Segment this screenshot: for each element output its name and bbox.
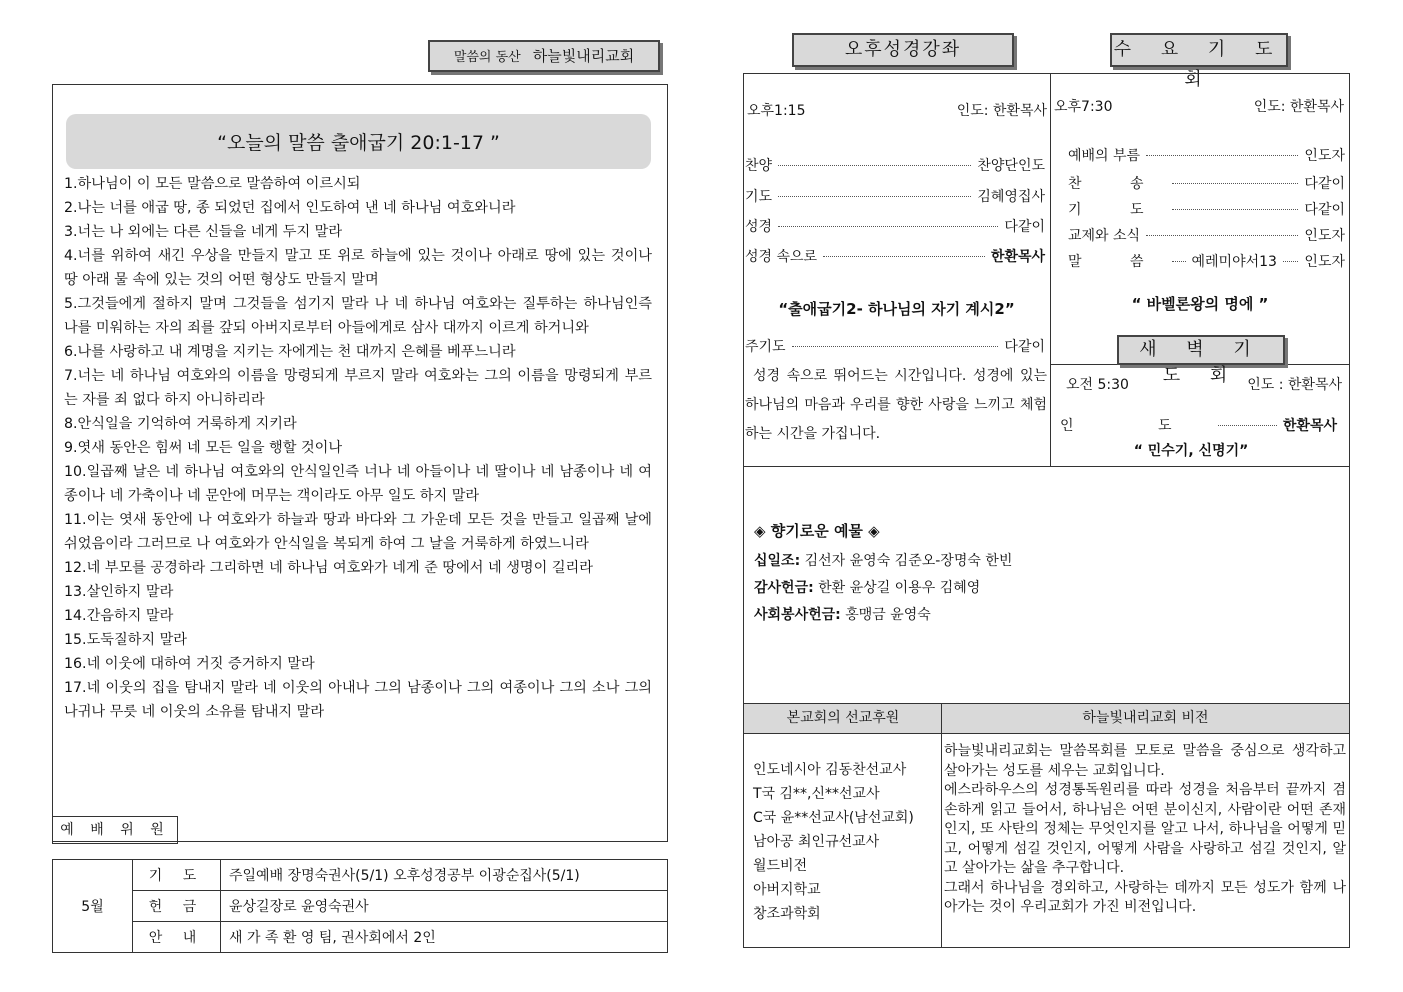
item-value: 다같이 xyxy=(1304,202,1345,218)
offering-names: 한환 윤상길 이용우 김혜영 xyxy=(813,580,981,596)
afternoon-sermon-title: “출애굽기2- 하나님의 자기 계시2” xyxy=(778,300,1015,318)
item-value: 인도자 xyxy=(1304,148,1345,164)
table-row xyxy=(53,891,668,922)
wednesday-time-row xyxy=(1054,96,1344,116)
duty-role: 안 내 xyxy=(133,922,221,953)
verse-item: 16.네 이웃에 대하여 거짓 증거하지 말라 xyxy=(64,656,315,672)
verse-item: 9.엿새 동안은 힘써 네 모든 일을 행할 것이나 xyxy=(64,440,343,456)
offering-names: 김선자 윤영숙 김준오-장명숙 한빈 xyxy=(800,553,1013,569)
item-value: 한환목사 xyxy=(990,249,1045,265)
item-label: 기 도 xyxy=(1068,202,1166,218)
item-label: 교제와 소식 xyxy=(1068,228,1141,244)
verse-item: 13.살인하지 말라 xyxy=(64,584,174,600)
item-mid: 예레미야서13 xyxy=(1191,254,1277,270)
wednesday-prayer-header: 수 요 기 도 회 xyxy=(1110,33,1288,67)
church-name-badge xyxy=(428,40,660,72)
verse-item: 8.안식일을 기억하여 거룩하게 지키라 xyxy=(64,416,297,432)
afternoon-description: 성경 속으로 뛰어드는 시간입니다. 성경에 있는 하나님의 마음과 우리를 향한 사랑을 느끼고 체험하는 시간을 가집니다. xyxy=(745,368,1047,442)
verse-item: 6.나를 사랑하고 내 계명을 지키는 자에게는 천 대까지 은혜를 베푸느니라 xyxy=(64,344,516,360)
wednesday-sermon-title: “ 바벨론왕의 명에 ” xyxy=(1131,295,1269,313)
verse-item: 17.네 이웃의 집을 탐내지 말라 네 이웃의 아내나 그의 남종이나 그의 여종이나 그의 소나 그의 나귀나 무릇 네 이웃의 소유를 탐내지 말라 xyxy=(64,680,652,720)
badge-subtitle: 말씀의 동산 xyxy=(453,50,521,65)
bottom-divider xyxy=(941,703,942,948)
vision-header: 하늘빛내리교회 비전 xyxy=(942,703,1349,734)
afternoon-leader: 인도: 한환목사 xyxy=(956,103,1047,119)
list-item xyxy=(745,246,1045,266)
offering-label: 십일조: xyxy=(754,553,801,569)
item-label: 예배의 부름 xyxy=(1068,148,1141,164)
verse-item: 15.도둑질하지 말라 xyxy=(64,632,188,648)
verse-item: 7.너는 네 하나님 여호와의 이름을 망령되게 부르지 말라 여호와는 그의 이름을 망령되게 부르는 자를 죄 없다 하지 아니하리라 xyxy=(64,368,652,408)
list-item xyxy=(745,186,1045,206)
list-item xyxy=(745,216,1045,236)
list-item xyxy=(754,604,931,624)
mission-list xyxy=(753,758,914,926)
list-item xyxy=(1068,251,1345,271)
list-item: T국 김**,신**선교사 xyxy=(753,786,880,802)
verse-item: 10.일곱째 날은 네 하나님 여호와의 안식일인즉 너나 네 아들이나 네 딸이나 네 남종이나 네 여종이나 네 가축이나 네 문안에 머무는 객이라도 아무 일도 하지 말라 xyxy=(64,464,652,504)
dawn-time-row xyxy=(1066,374,1342,394)
verse-item: 12.네 부모를 공경하라 그리하면 네 하나님 여호와가 네게 준 땅에서 네 생명이 길리라 xyxy=(64,560,593,576)
list-item xyxy=(754,577,980,597)
list-item: 아버지학교 xyxy=(753,882,821,898)
item-value: 다같이 xyxy=(1004,339,1045,355)
verse-item: 5.그것들에게 절하지 말며 그것들을 섬기지 말라 나 네 하나님 여호와는 질투하는 하나님인즉 나를 미워하는 자의 죄를 갚되 아버지로부터 아들에게로 삼사 대까지 이르게 하거니와 xyxy=(64,296,652,336)
duty-content: 윤상길장로 윤영숙권사 xyxy=(221,891,668,922)
dawn-sermon-title: “ 민수기, 신명기” xyxy=(1133,443,1249,459)
dawn-leader: 인도 : 한환목사 xyxy=(1247,377,1342,393)
badge-church-name: 하늘빛내리교회 xyxy=(532,47,635,65)
item-label: 기도 xyxy=(745,189,773,205)
afternoon-time: 오후1:15 xyxy=(747,103,806,119)
item-label: 인 도 xyxy=(1060,418,1212,434)
worship-committee-label: 예 배 위 원 xyxy=(52,816,178,844)
verse-item: 3.너는 나 외에는 다른 신들을 네게 두지 말라 xyxy=(64,224,343,240)
item-value: 한환목사 xyxy=(1282,418,1337,434)
item-value: 찬양단인도 xyxy=(977,158,1045,174)
list-item xyxy=(1068,199,1345,219)
verse-item: 11.이는 엿새 동안에 나 여호와가 하늘과 땅과 바다와 그 가운데 모든 것을 만들고 일곱째 날에 쉬었음이라 그러므로 나 여호와가 안식일을 복되게 하여 그 날을 거룩하게 하였느니라 xyxy=(64,512,652,552)
list-item xyxy=(1060,415,1337,435)
list-item: C국 윤**선교사(남선교회) xyxy=(753,810,914,826)
offering-title: ◈ 향기로운 예물 ◈ xyxy=(754,522,880,540)
list-item xyxy=(1068,145,1345,165)
dawn-time: 오전 5:30 xyxy=(1066,377,1129,393)
verse-list xyxy=(64,172,652,724)
list-item xyxy=(745,155,1045,175)
offering-label: 감사헌금: xyxy=(754,580,814,596)
list-item xyxy=(754,550,1012,570)
vision-paragraph: 하늘빛내리교회는 말씀목회를 모토로 말씀을 중심으로 생각하고 살아가는 성도를 세우는 교회입니다. xyxy=(944,743,1346,779)
duty-role: 기 도 xyxy=(133,860,221,891)
worship-duty-table xyxy=(52,859,668,953)
dawn-prayer-header: 새 벽 기 도 회 xyxy=(1117,335,1285,365)
item-label: 성경 속으로 xyxy=(745,249,818,265)
item-label: 말 씀 xyxy=(1068,254,1166,270)
vision-paragraph: 에스라하우스의 성경통독원리를 따라 성경을 처음부터 끝까지 겸손하게 읽고 들어서, 하나님은 어떤 분이신지, 사람이란 어떤 존재인지, 또 사탄의 정체는 무엇인지를 알고 나서, 하나님을 어떻게 믿고, 어떻게 섬길 것인지, 어떻게 사람을 사랑하고 섬길 것인지, 알고 살아가는 삶을 추구합니다. xyxy=(944,782,1346,876)
duty-month: 5월 xyxy=(53,860,133,953)
item-label: 성경 xyxy=(745,219,773,235)
list-item xyxy=(745,336,1045,356)
list-item xyxy=(1068,173,1345,193)
list-item: 창조과학회 xyxy=(753,906,821,922)
duty-role: 헌 금 xyxy=(133,891,221,922)
list-item: 인도네시아 김동찬선교사 xyxy=(753,762,907,778)
list-item xyxy=(1068,225,1345,245)
verse-item: 1.하나님이 이 모든 말씀으로 말씀하여 이르시되 xyxy=(64,176,361,192)
verse-item: 2.나는 너를 애굽 땅, 종 되었던 집에서 인도하여 낸 네 하나님 여호와니라 xyxy=(64,200,516,216)
wednesday-time: 오후7:30 xyxy=(1054,99,1113,115)
item-value: 인도자 xyxy=(1304,254,1345,270)
item-label: 주기도 xyxy=(745,339,786,355)
offering-label: 사회봉사헌금: xyxy=(754,607,841,623)
list-item: 남아공 최인규선교사 xyxy=(753,834,880,850)
item-value: 다같이 xyxy=(1304,176,1345,192)
vision-paragraph: 그래서 하나님을 경외하고, 사랑하는 데까지 모든 성도가 함께 나아가는 것이 우리교회가 가진 비전입니다. xyxy=(944,879,1346,915)
verse-item: 14.간음하지 말라 xyxy=(64,608,174,624)
item-label: 찬양 xyxy=(745,158,773,174)
scripture-title: “오늘의 말씀 출애굽기 20:1-17 ” xyxy=(66,114,651,169)
afternoon-bible-header: 오후성경강좌 xyxy=(792,33,1014,67)
table-row xyxy=(53,922,668,953)
wednesday-leader: 인도: 한환목사 xyxy=(1253,99,1344,115)
duty-content: 새 가 족 환 영 팀, 권사회에서 2인 xyxy=(221,922,668,953)
item-value: 인도자 xyxy=(1304,228,1345,244)
vision-text xyxy=(944,742,1346,918)
item-value: 김혜영집사 xyxy=(977,189,1045,205)
mission-header: 본교회의 선교후원 xyxy=(744,703,942,734)
offering-names: 홍맹금 윤영숙 xyxy=(840,607,931,623)
table-row xyxy=(53,860,668,891)
column-divider xyxy=(1050,73,1051,466)
item-value: 다같이 xyxy=(1004,219,1045,235)
verse-item: 4.너를 위하여 새긴 우상을 만들지 말고 또 위로 하늘에 있는 것이나 아래로 땅에 있는 것이나 땅 아래 물 속에 있는 것의 어떤 형상도 만들지 말며 xyxy=(64,248,652,288)
item-label: 찬 송 xyxy=(1068,176,1166,192)
section-divider xyxy=(743,466,1350,467)
duty-content: 주일예배 장명숙권사(5/1) 오후성경공부 이광순집사(5/1) xyxy=(221,860,668,891)
afternoon-time-row xyxy=(747,100,1047,120)
list-item: 월드비전 xyxy=(753,858,808,874)
